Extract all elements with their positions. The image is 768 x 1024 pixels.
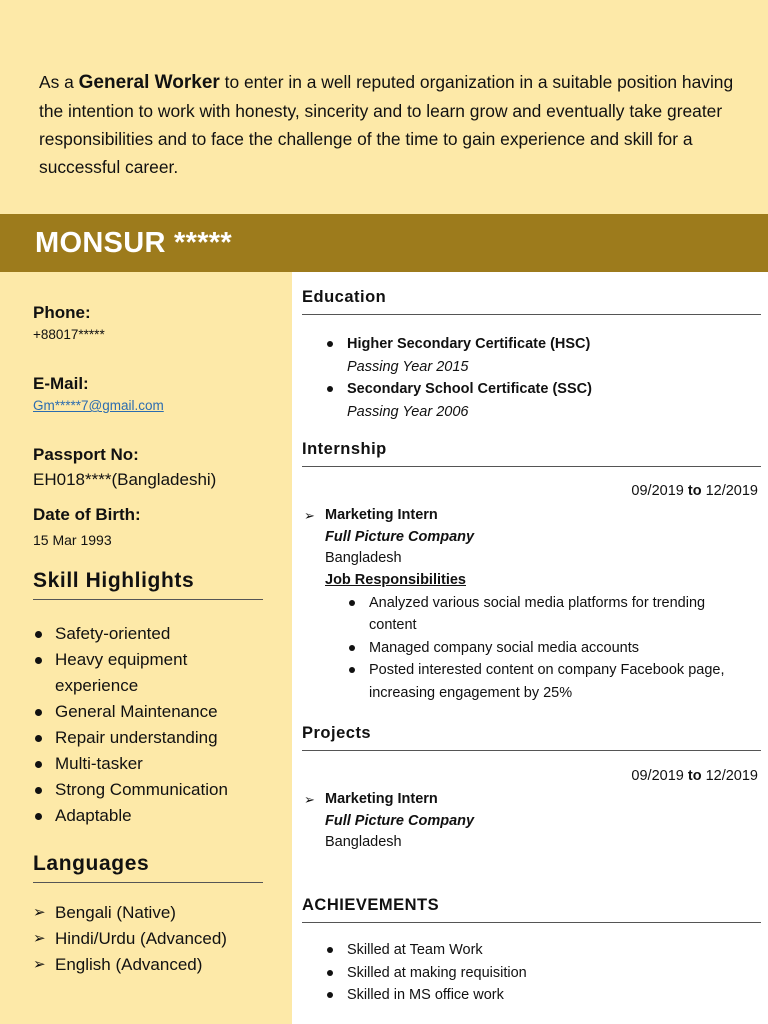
skill-item: General Maintenance: [33, 699, 273, 725]
date-from: 09/2019: [631, 483, 684, 499]
achievements-heading: ACHIEVEMENTS: [302, 896, 761, 923]
skill-item: Strong Communication: [33, 777, 273, 803]
candidate-name: MONSUR *****: [35, 227, 232, 259]
arrow-bullet-icon: ➢: [304, 508, 315, 523]
name-banner: [0, 214, 768, 272]
email-link[interactable]: Gm*****7@gmail.com: [33, 398, 164, 413]
internship-role: Marketing Intern: [325, 507, 438, 523]
education-year: Passing Year 2015: [347, 358, 469, 375]
education-item: [325, 333, 745, 378]
education-title: Higher Secondary Certificate (HSC): [347, 336, 591, 352]
language-item: ➢ Bengali (Native): [33, 900, 273, 926]
passport-value: EH018****(Bangladeshi): [33, 470, 217, 489]
projects-dates: [631, 768, 758, 784]
education-list: [325, 333, 745, 423]
date-to-word: to: [687, 483, 702, 499]
passport-label: Passport No:: [33, 445, 139, 464]
objective-prefix: As a: [39, 72, 79, 92]
responsibility-item: Posted interested content on company Facebook page, increasing engagement by 25%: [347, 659, 742, 704]
date-to: 12/2019: [705, 768, 758, 784]
education-item: [325, 378, 745, 423]
internship-entry: [304, 505, 744, 704]
date-from: 09/2019: [631, 768, 684, 784]
internship-company: Full Picture Company: [325, 528, 475, 545]
skill-item: Heavy equipment experience: [33, 647, 273, 699]
languages-list: [33, 900, 273, 978]
achievement-item: Skilled at Team Work: [325, 939, 745, 962]
skills-heading: Skill Highlights: [33, 569, 263, 600]
responsibilities-heading: Job Responsibilities: [325, 572, 466, 589]
dob-value: 15 Mar 1993: [33, 532, 112, 548]
internship-heading: Internship: [302, 440, 761, 467]
education-year: Passing Year 2006: [347, 403, 469, 420]
achievements-list: [325, 939, 745, 1007]
project-company: Full Picture Company: [325, 812, 475, 829]
skill-item: Repair understanding: [33, 725, 273, 751]
projects-heading: Projects: [302, 724, 761, 751]
date-to: 12/2019: [705, 483, 758, 499]
skill-item: Safety-oriented: [33, 621, 273, 647]
internship-dates: [631, 483, 758, 499]
phone-value: +88017*****: [33, 327, 105, 342]
languages-heading: Languages: [33, 852, 263, 883]
project-entry: [304, 789, 744, 854]
email-label: E-Mail:: [33, 374, 89, 393]
skill-item: Adaptable: [33, 803, 273, 829]
dob-label: Date of Birth:: [33, 505, 141, 524]
project-role: Marketing Intern: [325, 791, 438, 807]
phone-label: Phone:: [33, 303, 91, 322]
skills-list: [33, 621, 273, 829]
left-column: [0, 272, 292, 1024]
objective-job-title: General Worker: [78, 72, 220, 93]
achievement-item: Skilled in MS office work: [325, 984, 745, 1007]
right-column: [292, 272, 768, 1024]
language-item: ➢ Hindi/Urdu (Advanced): [33, 926, 273, 952]
education-heading: Education: [302, 288, 761, 315]
skill-item: Multi-tasker: [33, 751, 273, 777]
responsibilities-list: [347, 592, 742, 705]
achievement-item: Skilled at making requisition: [325, 962, 745, 985]
project-location: Bangladesh: [325, 834, 402, 851]
objective-text: to enter in a well reputed organization in a suitable position having the intention to work with honesty, sincerity and to learn grow and eventually take greater responsibilities and to face the challenge of the time to gain experience and skill for a successful career.: [39, 72, 734, 177]
responsibility-item: Analyzed various social media platforms for trending content: [347, 592, 742, 637]
career-objective: [39, 68, 739, 181]
internship-location: Bangladesh: [325, 550, 402, 567]
language-item: ➢ English (Advanced): [33, 952, 273, 978]
arrow-bullet-icon: ➢: [304, 792, 315, 807]
date-to-word: to: [687, 768, 702, 784]
education-title: Secondary School Certificate (SSC): [347, 381, 592, 397]
responsibility-item: Managed company social media accounts: [347, 637, 742, 660]
